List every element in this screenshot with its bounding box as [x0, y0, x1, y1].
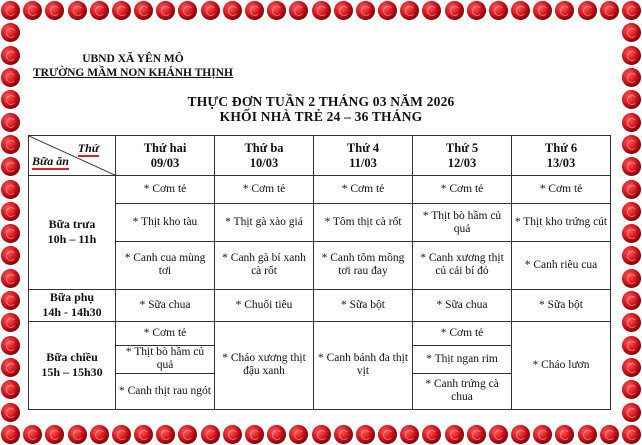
agency-name: UBND XÃ YÊN MÔ — [82, 53, 184, 65]
meal-lunch — [29, 176, 116, 289]
school-header — [28, 52, 238, 80]
dish-cell: * Thịt ngan rim — [413, 345, 512, 373]
rose-icon — [245, 425, 264, 444]
dish-cell: * Sữa bột — [512, 289, 611, 321]
dish-cell: * Tôm thịt cà rốt — [314, 204, 413, 242]
rose-icon — [578, 425, 597, 444]
rose-icon — [1, 403, 20, 422]
rose-icon — [511, 1, 530, 20]
rose-icon — [445, 425, 464, 444]
rose-icon — [90, 425, 109, 444]
dish-cell: * Thịt kho trứng cút — [512, 204, 611, 242]
dish-cell: * Chuối tiêu — [215, 289, 314, 321]
day-name: Thứ 4 — [346, 140, 380, 155]
menu-title — [60, 94, 582, 124]
rose-icon — [1, 246, 20, 265]
lunch-row-1 — [29, 176, 611, 204]
rose-icon — [511, 425, 530, 444]
rose-icon — [178, 425, 197, 444]
rose-icon — [156, 425, 175, 444]
header-row — [29, 136, 611, 176]
rose-icon — [1, 90, 20, 109]
dish-cell: * Thịt gà xào giá — [215, 204, 314, 242]
day-header-wed — [314, 136, 413, 176]
rose-icon — [422, 1, 441, 20]
meal-name: Bữa phụ — [49, 290, 95, 305]
rose-icon — [23, 425, 42, 444]
lunch-row-2 — [29, 204, 611, 242]
lunch-row-3 — [29, 242, 611, 289]
rose-icon — [533, 1, 552, 20]
rose-icon — [1, 269, 20, 288]
rose-icon — [422, 425, 441, 444]
day-header-fri — [512, 136, 611, 176]
rose-icon — [1, 291, 20, 310]
dish-cell: * Cơm tẻ — [314, 176, 413, 204]
rose-icon — [45, 1, 64, 20]
day-date: 11/03 — [349, 155, 377, 170]
rose-icon — [1, 358, 20, 377]
meal-name: Bữa trưa — [48, 217, 96, 232]
day-name: Thứ 6 — [544, 140, 578, 155]
rose-icon — [1, 1, 20, 20]
rose-icon — [134, 425, 153, 444]
rose-icon — [1, 425, 20, 444]
rose-icon — [622, 68, 641, 87]
day-header-thu — [413, 136, 512, 176]
rose-icon — [622, 1, 641, 20]
rose-icon — [334, 1, 353, 20]
day-date: 12/03 — [447, 155, 477, 170]
rose-icon — [23, 1, 42, 20]
rose-icon — [445, 1, 464, 20]
rose-icon — [289, 1, 308, 20]
rose-icon — [622, 403, 641, 422]
afternoon-row-1 — [29, 321, 611, 345]
rose-icon — [68, 425, 87, 444]
rose-icon — [1, 135, 20, 154]
dish-cell: * Cháo lươn — [512, 321, 611, 409]
rose-icon — [1, 380, 20, 399]
rose-icon — [489, 1, 508, 20]
rose-icon — [156, 1, 175, 20]
day-header-mon — [116, 136, 215, 176]
rose-icon — [68, 1, 87, 20]
dish-cell: * Cơm tẻ — [413, 176, 512, 204]
rose-icon — [1, 336, 20, 355]
corner-day-label: Thứ — [77, 141, 99, 155]
day-name: Thứ 5 — [445, 140, 479, 155]
title-line-2: KHỐI NHÀ TRẺ 24 – 36 THÁNG — [219, 109, 423, 124]
rose-icon — [201, 1, 220, 20]
meal-name: Bữa chiều — [46, 350, 98, 365]
rose-icon — [555, 1, 574, 20]
rose-icon — [622, 425, 641, 444]
dish-cell: * Cơm tẻ — [413, 321, 512, 345]
rose-icon — [245, 1, 264, 20]
rose-icon — [467, 425, 486, 444]
rose-icon — [378, 1, 397, 20]
dish-cell: * Thịt kho tàu — [116, 204, 215, 242]
dish-cell: * Sữa chua — [413, 289, 512, 321]
rose-icon — [1, 180, 20, 199]
menu-table — [28, 135, 611, 410]
dish-cell: * Cơm tẻ — [215, 176, 314, 204]
rose-icon — [622, 113, 641, 132]
dish-cell: * Thịt bò hầm củ quả — [116, 345, 215, 373]
day-name: Thứ ba — [244, 140, 284, 155]
snack-row — [29, 289, 611, 321]
rose-icon — [622, 202, 641, 221]
dish-cell: * Cơm tẻ — [116, 176, 215, 204]
dish-cell: * Canh thịt rau ngót — [116, 373, 215, 409]
rose-icon — [267, 1, 286, 20]
rose-icon — [555, 425, 574, 444]
dish-cell: * Canh riêu cua — [512, 242, 611, 289]
rose-icon — [622, 358, 641, 377]
rose-icon — [1, 157, 20, 176]
rose-icon — [45, 425, 64, 444]
rose-icon — [90, 1, 109, 20]
rose-icon — [134, 1, 153, 20]
rose-icon — [1, 23, 20, 42]
rose-icon — [622, 380, 641, 399]
dish-cell: * Canh gà bí xanh cà rốt — [215, 242, 314, 289]
dish-cell: * Cơm tẻ — [512, 176, 611, 204]
rose-icon — [178, 1, 197, 20]
rose-icon — [600, 425, 619, 444]
dish-cell: * Canh bánh đa thịt vịt — [314, 321, 413, 409]
rose-icon — [578, 1, 597, 20]
rose-icon — [622, 23, 641, 42]
dish-cell: * Canh cua mùng tơi — [116, 242, 215, 289]
rose-icon — [356, 1, 375, 20]
rose-icon — [622, 90, 641, 109]
rose-icon — [622, 157, 641, 176]
rose-icon — [378, 425, 397, 444]
day-name: Thứ hai — [143, 140, 187, 155]
rose-icon — [622, 336, 641, 355]
rose-icon — [400, 1, 419, 20]
rose-icon — [600, 1, 619, 20]
day-date: 09/03 — [150, 155, 180, 170]
rose-icon — [489, 425, 508, 444]
dish-cell: * Canh tôm mồng tơi rau đay — [314, 242, 413, 289]
rose-icon — [1, 46, 20, 65]
rose-icon — [622, 313, 641, 332]
day-header-tue — [215, 136, 314, 176]
meal-time: 14h - 14h30 — [42, 305, 102, 320]
dish-cell: * Cháo xương thịt đậu xanh — [215, 321, 314, 409]
day-date: 10/03 — [249, 155, 279, 170]
rose-icon — [622, 46, 641, 65]
dish-cell: * Cơm tẻ — [116, 321, 215, 345]
rose-icon — [622, 291, 641, 310]
rose-icon — [622, 269, 641, 288]
corner-cell — [29, 136, 116, 176]
rose-icon — [267, 425, 286, 444]
rose-icon — [1, 202, 20, 221]
rose-icon — [334, 425, 353, 444]
corner-meal-label: Bữa ăn — [32, 154, 69, 169]
school-name: TRƯỜNG MẦM NON KHÁNH THỊNH — [33, 67, 233, 79]
rose-icon — [1, 313, 20, 332]
rose-icon — [289, 425, 308, 444]
rose-icon — [622, 180, 641, 199]
rose-icon — [622, 135, 641, 154]
meal-afternoon — [29, 321, 116, 409]
rose-icon — [312, 1, 331, 20]
rose-icon — [1, 113, 20, 132]
meal-snack — [29, 289, 116, 321]
meal-time: 10h – 11h — [47, 232, 97, 247]
rose-icon — [312, 425, 331, 444]
rose-icon — [467, 1, 486, 20]
day-date: 13/03 — [546, 155, 576, 170]
rose-icon — [622, 224, 641, 243]
rose-icon — [223, 1, 242, 20]
meal-time: 15h – 15h30 — [41, 365, 103, 380]
dish-cell: * Canh trứng cà chua — [413, 373, 512, 409]
rose-icon — [112, 425, 131, 444]
dish-cell: * Canh xương thịt củ cải bí đỏ — [413, 242, 512, 289]
rose-icon — [201, 425, 220, 444]
rose-icon — [400, 425, 419, 444]
title-line-1: THỰC ĐƠN TUẦN 2 THÁNG 03 NĂM 2026 — [187, 94, 455, 109]
rose-icon — [223, 425, 242, 444]
rose-icon — [356, 425, 375, 444]
dish-cell: * Sữa chua — [116, 289, 215, 321]
rose-icon — [533, 425, 552, 444]
rose-icon — [112, 1, 131, 20]
rose-icon — [1, 68, 20, 87]
dish-cell: * Thịt bò hầm củ quả — [413, 204, 512, 242]
rose-icon — [1, 224, 20, 243]
dish-cell: * Sữa bột — [314, 289, 413, 321]
rose-icon — [622, 246, 641, 265]
